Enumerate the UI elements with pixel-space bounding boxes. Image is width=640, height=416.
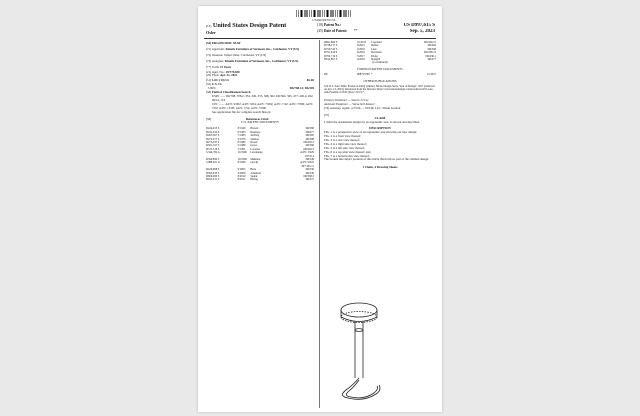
- reference-date: 7/1983: [237, 134, 246, 138]
- reference-date: 10/1996: [237, 151, 247, 155]
- inventor: Tamar Osler, Colchester, VT (US): [224, 52, 267, 57]
- primary-examiner: Primary Examiner — Steven J Cruz: [324, 97, 369, 102]
- reference-cls: D6/349: [305, 157, 314, 161]
- reference-cls: D6/492.3: [303, 147, 314, 151]
- barcode: [296, 10, 352, 17]
- references-list: [206, 127, 314, 182]
- figure-description: FIG. 7 is a bottom plan view thereof.: [324, 153, 370, 158]
- reference-name: Delbar: [371, 44, 379, 48]
- claim-text: I claim the ornamental design for an ergonomic seat, as shown and described.: [324, 120, 420, 125]
- reference-date: 6/2016: [357, 51, 365, 55]
- foreign-patents-title: FOREIGN PATENT DOCUMENTS: [357, 67, 403, 72]
- reference-cls: D6/477: [427, 58, 436, 62]
- claims-sheets: 1 Claim, 4 Drawing Sheets: [362, 165, 398, 170]
- inventor-short: Osler: [206, 30, 216, 35]
- reference-row: [206, 178, 314, 181]
- claim-title: CLAIM: [374, 116, 386, 121]
- reference-no: D265,567 S: [206, 134, 220, 138]
- reference-name: Lavenange: [250, 151, 263, 155]
- reference-name: Makinen: [250, 157, 261, 161]
- patent-number: US D997,615 S: [403, 23, 435, 28]
- reference-name: Rasmyse: [250, 130, 261, 134]
- reference-cls: D6/492.3: [303, 140, 314, 144]
- patent-date: Sep. 5, 2023: [409, 29, 435, 34]
- continued-label: (Continued): [372, 60, 388, 65]
- other-publications-text: S.N.O.T. Sole Table, Product Listing [online]. Mono Design Store, Year of Design: 1957 [retrieved on Apr. 13, 2023]. Retrieved from the Internet: https://www.monodesign.com/products/s255-sole-table?variant=12345 (Year: 1957).*: [324, 84, 435, 95]
- reference-date: 9/2005: [237, 168, 246, 172]
- reference-name: Luez: [371, 47, 377, 51]
- bibliographic-column: (54) ERGONOMIC SEAT (71) Applicant: Kinetic Furniture of Vermont, Inc., Colchester, VT (US) (72) Inventor: Tamar Osler, Colchester, VT (US) (73) Assignee: Kinetic Furniture of Vermont, Inc., Colchester, VT (US) (**) Term: 15 Years (21) Appl. No.: 29/779,830 (22) Filed: Apr. 21, 2021 (51) LOC (14) Cl. 06-06 (52) U.S. Cl. USPC D6/708.14; D6/349 (58) Field of Classification Search USPC ...... D6/708, 708.2, 334, 349, 355, 368, 362, D6/364, 365, 477, 492.4, 492, 693.4, 716 CPC ........ A47C 9/002; A47C 9/04; A47C 7/002; A47C 7/42; A47C 7/006; A47C 7/02; A47C 13/00; A47C 7/52; A47C 7/006 See application file for complete search history. (56) References Cited U.S. PATENT DOCUMENTS D224,455 S 8/1949 Brewer D6/368 D242,532 S 9/1965 Rasmyse D6/477 D265,567 S 7/1983 Jarlberg D6/365 D274,277 S 2/1976 Salmon D6/368 D275,437 S 8/1984 Rosati D6/492.3 D301,167 S 5/1989 Gross D6/366 D313,516 S 1/1991 Loveless D6/492.3 5,344,782 A 10/1996 Lavenange A47C 3/029 297/314 D399,890 S 10/1999 Makinen D6/349 5,988,621 A 8/1999 Glockl A47C 9/025 297/195.11 D429,908 S 9/2005 Beck D6/336 D595,933 S 4/2009 Adamson D6/349 D600,490 S 8/2010 Sadok D6/368.3 D633,231 S 8/2011 Huang D6/372: [206, 41, 314, 182]
- reference-cls: D6/477: [305, 130, 314, 134]
- patent-type-title: United States Design Patent: [212, 22, 287, 29]
- reference-name: Rosati: [250, 140, 258, 144]
- header-divider: [204, 38, 436, 39]
- reference-no: D738,137 S: [324, 44, 338, 48]
- patent-page: [198, 6, 442, 412]
- reference-no: D399,890 S: [206, 157, 220, 161]
- reference-name: Copeland: [371, 41, 382, 44]
- field-uspc: USPC ...... D6/708, 708.2, 334, 349, 355, 368, 362, D6/364, 365, 477, 492.4, 492, 693.4, 716: [212, 93, 314, 102]
- figure-description: FIG. 3 is a rear view thereof;: [324, 137, 360, 142]
- figure-description: FIG. 6 is a top plan view thereof; and,: [324, 149, 372, 154]
- reference-cls: A47C 3/029: [300, 151, 314, 155]
- reference-name: Davidson: [371, 51, 382, 55]
- loc-class: 06-06: [306, 78, 314, 83]
- applicant: Kinetic Furniture of Vermont, Inc., Colchester, VT (US): [225, 46, 300, 51]
- reference-name: Huang: [250, 178, 258, 182]
- assistant-examiner: Assistant Examiner — Varsa Sell Kannet: [324, 101, 375, 106]
- reference-no: D595,933 S: [206, 171, 220, 175]
- reference-cls: D6/436.15: [424, 41, 436, 44]
- patent-title-header: (12) United States Design Patent: [206, 22, 287, 29]
- figure-description: FIG. 4 is a right side view thereof;: [324, 141, 367, 146]
- reference-name: Jarlberg: [250, 134, 260, 138]
- reference-no: D224,455 S: [206, 127, 220, 131]
- reference-name: Beck: [250, 168, 257, 172]
- reference-cls: D6/336: [305, 168, 314, 172]
- figure-description: FIG. 1 is a perspective view of an ergonomic seat showing our new design;: [324, 130, 418, 135]
- reference-cls: D6/492: [427, 44, 436, 48]
- reference-cls: 297/314: [304, 154, 314, 158]
- reference-no: D429,908 S: [206, 168, 220, 172]
- reference-date: 3/2017: [357, 54, 365, 58]
- figure-description: FIG. 5 is a left side view thereof;: [324, 145, 365, 150]
- design-title: ERGONOMIC SEAT: [211, 41, 241, 45]
- reference-date: 5/1989: [237, 144, 246, 148]
- reference-cls: D6/349: [305, 171, 314, 175]
- reference-cls: D6/436.1: [425, 54, 436, 58]
- reference-name: Loveless: [250, 147, 261, 151]
- reference-cls: 297/195.11: [301, 164, 314, 168]
- reference-no: D782,716 S: [324, 54, 338, 58]
- references-continued-list: [324, 41, 436, 61]
- reference-date: 2/2016: [357, 47, 365, 51]
- reference-name: Gross: [250, 144, 257, 148]
- reference-date: 4/2009: [237, 171, 246, 175]
- reference-cls: D6/365: [305, 134, 314, 138]
- filed-date: Apr. 21, 2021: [219, 73, 238, 78]
- broken-line-note: The broken line depict portions of the article that form no part of the claimed design.: [324, 157, 429, 162]
- reference-no: D791,616 S: [324, 51, 338, 55]
- figure-description: FIG. 2 is a front view thereof;: [324, 134, 362, 139]
- figure-descriptions: [324, 131, 436, 158]
- reference-date: 1/1991: [237, 147, 246, 151]
- reference-date: 2/1976: [237, 137, 246, 141]
- reference-cls: D6/368.3: [303, 175, 314, 178]
- description-title: DESCRIPTION: [369, 126, 391, 131]
- other-publications-title: OTHER PUBLICATIONS: [363, 78, 397, 83]
- reference-name: Adamson: [250, 171, 262, 175]
- reference-cls: D6/366: [427, 47, 436, 51]
- field-note: See application file for complete search history.: [212, 109, 271, 114]
- reference-date: 8/2010: [237, 175, 246, 178]
- reference-name: Brewer: [250, 127, 259, 131]
- reference-name: Salmon: [250, 137, 259, 141]
- reference-no: D301,167 S: [206, 144, 220, 148]
- reference-no: D274,277 S: [206, 137, 220, 141]
- references-subtitle: U.S. PATENT DOCUMENTS: [241, 120, 279, 125]
- reference-cls: D6/436.15: [424, 51, 436, 55]
- reference-name: Stangell: [371, 58, 381, 62]
- field-cpc: CPC ........ A47C 9/002; A47C 9/04; A47C 7/002; A47C 7/42; A47C 7/006; A47C 7/02; A47C 13/00; A47C 7/52; A47C 7/006: [212, 101, 314, 110]
- description-column: D691,860 S 10/2013 Copeland D6/436.15 D738,137 S 9/2015 Delbar D6/492 D750,745 S 2/2016 Luez D6/366 D791,616 S 6/2016 Davidson D6/436.15 D782,716 S 3/2017 Wong D6/436.1 D812,867 S 4/2018 Stangell D6/477 (Continued) FOREIGN PATENT DOCUMENTS DE 008723766 * 11/2021 OTHER PUBLICATIONS S.N.O.T. Sole Table, Product Listing [online]. Mono Design Store, Year of Design: 1957 [retrieved on Apr. 13, 2023]. Retrieved from the Internet: https://www.monodesign.com/products/s255-sole-table?variant=12345 (Year: 1957).* Primary Examiner — Steven J Cruz Assistant Examiner — Varsa Sell Kannet (74) Attorney, Agent, or Firm — SULIP, LLC; Shaun Gordon (57) CLAIM I claim the ornamental design for an ergonomic seat, as shown and described. DESCRIPTION FIG. 1 is a perspective view of an ergonomic seat showing our new design; FIG. 2 is a front view thereof; FIG. 3 is a rear view thereof; FIG. 4 is a right side view thereof; FIG. 5 is a left side view thereof; FIG. 6 is a top plan view thereof; and, FIG. 7 is a bottom plan view thereof. The broken line depict portions of the article that form no part of the claimed design. 1 Claim, 4 Drawing Sheets: [324, 41, 436, 170]
- reference-no: D275,437 S: [206, 140, 220, 144]
- reference-date: 9/1965: [237, 130, 246, 134]
- reference-cls: D6/366: [305, 144, 314, 148]
- reference-date: 10/1999: [237, 157, 247, 161]
- reference-no: D633,231 S: [206, 178, 220, 182]
- reference-no: D600,490 S: [206, 175, 220, 178]
- seat-drawing: [324, 290, 394, 402]
- reference-no: D750,745 S: [324, 47, 338, 51]
- reference-date: 8/2011: [237, 178, 246, 182]
- patent-number-block: (10) Patent No.: US D997,615 S (45) Date of Patent: ** Sep. 5, 2023: [317, 23, 435, 34]
- reference-no: D691,860 S: [324, 41, 338, 44]
- us-class: D6/708.14; D6/349: [289, 86, 314, 91]
- column-divider: [319, 40, 320, 408]
- reference-name: Wong: [371, 54, 378, 58]
- barcode-number: US00D997615S: [312, 18, 336, 22]
- references-title: References Cited: [245, 116, 269, 121]
- reference-date: 8/1949: [237, 127, 246, 131]
- foreign-patent-row: DE 008723766 * 11/2021: [324, 73, 436, 77]
- reference-cls: D6/368: [305, 127, 314, 131]
- reference-cls: D6/372: [305, 178, 314, 182]
- reference-date: 9/2015: [357, 44, 365, 48]
- reference-cls: D6/368: [305, 137, 314, 141]
- assignee: Kinetic Furniture of Vermont, Inc., Colchester, VT (US): [224, 58, 299, 63]
- reference-date: 10/2013: [357, 41, 367, 44]
- reference-no: 5,988,621 A: [206, 161, 220, 165]
- reference-no: D812,867 S: [324, 58, 338, 62]
- reference-no: D313,516 S: [206, 147, 220, 151]
- reference-date: 4/2018: [357, 58, 365, 62]
- reference-date: 8/1984: [237, 140, 246, 144]
- reference-name: Sadok: [250, 175, 258, 178]
- reference-date: 8/1999: [237, 161, 246, 165]
- reference-name: Glockl: [250, 161, 258, 165]
- application-number: 29/779,830: [225, 69, 240, 74]
- reference-no: D242,532 S: [206, 130, 220, 134]
- term: 15 Years: [220, 64, 232, 69]
- reference-no: 5,344,782 A: [206, 151, 220, 155]
- reference-cls: A47C 9/025: [300, 161, 314, 165]
- attorney: (74) Attorney, Agent, or Firm — SULIP, LLC; Shaun Gordon: [324, 105, 401, 110]
